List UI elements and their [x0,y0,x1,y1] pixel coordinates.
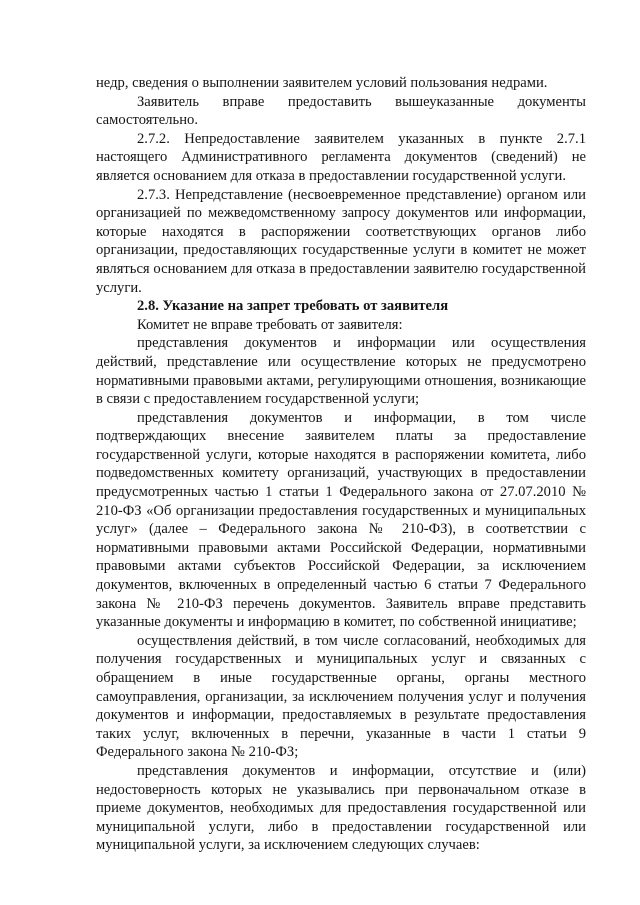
paragraph: 2.7.2. Непредоставление заявителем указанных в пункте 2.7.1 настоящего Административного регламента документов (сведений) не является основанием для отказа в предоставлении государственной услуги. [96,130,586,184]
paragraph: недр, сведения о выполнении заявителем условий пользования недрами. [96,75,548,91]
paragraph: представления документов и информации или осуществления действий, представление или осуществление которых не предусмотрено нормативными правовыми актами, регулирующими отношения, возникающие в связи с предоставлением государственной услуги; [96,335,586,408]
document-page [96,74,586,855]
paragraph: Заявитель вправе предоставить вышеуказанные документы самостоятельно. [96,93,586,129]
paragraph: осуществления действий, в том числе согласований, необходимых для получения государственных и муниципальных услуг и связанных с обращением в иные государственные органы, органы местного самоуправления, организации, за исключением получения услуг и получения документов и информации, предоставляемых в результате предоставления таких услуг, включенных в перечни, указанные в части 1 статьи 9 Федерального закона № 210-ФЗ; [96,632,586,761]
section-heading: 2.8. Указание на запрет требовать от заявителя [137,298,449,315]
paragraph: представления документов и информации, в том числе подтверждающих внесение заявителем платы за предоставление государственной услуги, которые находятся в распоряжении комитета, либо подведомственных комитету организаций, участвующих в предоставлении предусмотренных частью 1 статьи 1 Федерального закона от 27.07.2010 № 210-ФЗ «Об организации предоставления государственных и муниципальных услуг» (далее – Федерального закона № 210-ФЗ), в соответствии с нормативными правовыми актами Российской Федерации, нормативными правовыми актами субъектов Российской Федерации, за исключением документов, включенных в определенный частью 6 статьи 7 Федерального закона № 210-ФЗ перечень документов. Заявитель вправе представить указанные документы и информацию в комитет, по собственной инициативе; [96,409,586,631]
paragraph: Комитет не вправе требовать от заявителя: [137,316,403,333]
paragraph: представления документов и информации, отсутствие и (или) недостоверность которых не указывались при первоначальном отказе в приеме документов, необходимых для предоставления государственной или муниципальной услуги, либо в предоставлении государственной или муниципальной услуги, за исключением следующих случаев: [96,762,586,854]
paragraph: 2.7.3. Непредставление (несвоевременное представление) органом или организацией по межведомственному запросу документов или информации, которые находятся в распоряжении соответствующих органов либо организации, предоставляющих государственные услуги в комитет не может являться основанием для отказа в предоставлении заявителю государственной услуги. [96,186,586,296]
